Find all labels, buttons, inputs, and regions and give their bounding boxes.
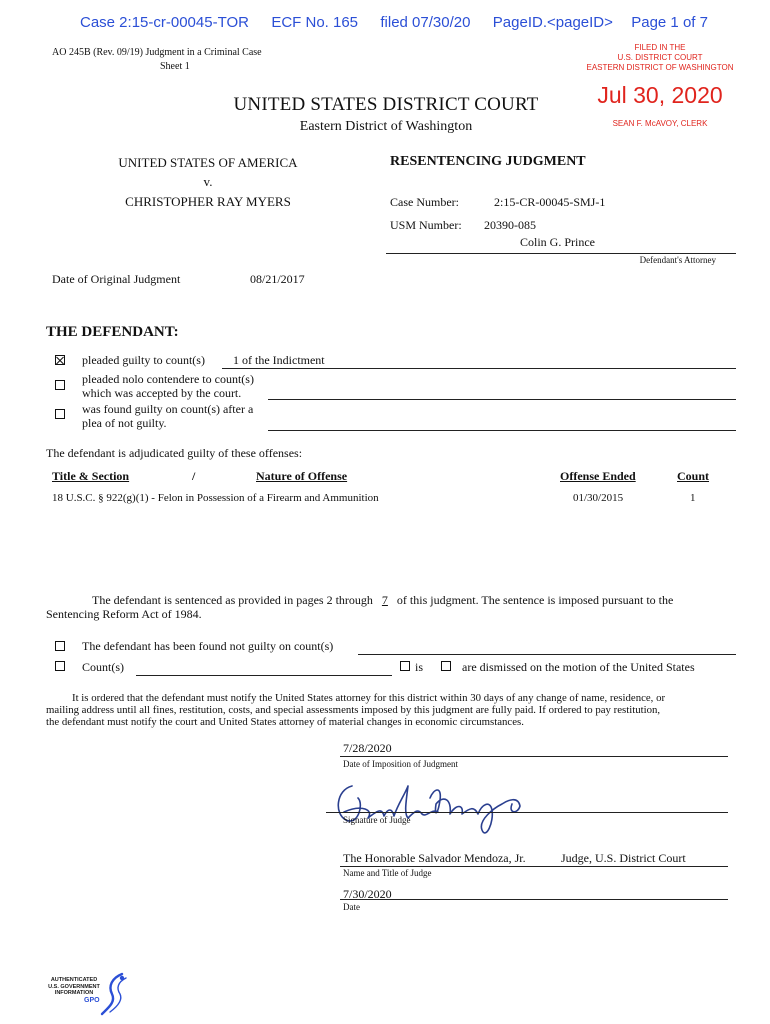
plaintiff-name: UNITED STATES OF AMERICA	[118, 155, 298, 170]
checkbox-empty-icon	[55, 641, 65, 651]
judge-name: The Honorable Salvador Mendoza, Jr.	[343, 851, 526, 865]
filed-stamp	[560, 43, 760, 73]
pageid-header: PageID.<pageID>	[492, 14, 613, 31]
plea-guilty-line	[222, 368, 736, 369]
checkbox-empty-icon	[441, 661, 451, 671]
stamp-line3: EASTERN DISTRICT OF WASHINGTON	[586, 63, 734, 72]
signature-line	[326, 812, 728, 813]
usm-number: 20390-085	[484, 218, 536, 232]
gpo-mark: GPO	[84, 997, 100, 1004]
order-line2: mailing address until all fines, restitution, costs, and special assessments imposed by this judgment are fully paid. If ordered to pay restitution,	[46, 704, 661, 716]
checkbox-empty-icon	[55, 409, 65, 419]
signed-date-line	[340, 899, 728, 900]
plea-nolo-line1: pleaded nolo contendere to count(s)	[82, 372, 254, 386]
sentence-part1: The defendant is sentenced as provided in pages 2 through	[92, 593, 373, 607]
usm-number-label: USM Number:	[390, 218, 462, 232]
name-title-label: Name and Title of Judge	[343, 868, 432, 878]
plea-guilty-value: 1 of the Indictment	[233, 353, 325, 367]
are-dismissed-text: are dismissed on the motion of the United States	[462, 660, 695, 674]
orig-judgment-date: 08/21/2017	[250, 272, 305, 286]
court-district: Eastern District of Washington	[299, 119, 473, 134]
judge-name-line	[340, 866, 728, 867]
col-count: Count	[677, 469, 710, 483]
signature-label: Signature of Judge	[343, 815, 411, 825]
sentence-pages: 7	[381, 593, 388, 607]
attorney-label: Defendant's Attorney	[639, 255, 716, 265]
plea-found-line2: plea of not guilty.	[82, 416, 167, 430]
gpo-line1: AUTHENTICATED	[50, 977, 98, 983]
orig-judgment-label: Date of Original Judgment	[52, 272, 181, 286]
imposition-date: 7/28/2020	[343, 741, 392, 755]
judgment-title: RESENTENCING JUDGMENT	[390, 154, 586, 169]
defendant-heading: THE DEFENDANT:	[46, 324, 179, 340]
not-guilty-line	[358, 654, 736, 655]
page-count-header: Page 1 of 7	[631, 14, 708, 31]
plea-guilty-label: pleaded guilty to count(s)	[82, 353, 205, 367]
stamp-line1: FILED IN THE	[634, 43, 686, 52]
imposition-line	[340, 756, 728, 757]
form-id-line1: AO 245B (Rev. 09/19) Judgment in a Criminal Case	[52, 47, 262, 58]
counts-line	[136, 675, 392, 676]
versus: v.	[203, 174, 213, 189]
offense-ended: 01/30/2015	[573, 492, 624, 504]
order-line1: It is ordered that the defendant must notify the United States attorney for this district within 30 days of any change of name, residence, or	[72, 692, 666, 704]
plea-nolo-line	[268, 399, 736, 400]
case-number: 2:15-CR-00045-SMJ-1	[494, 195, 606, 209]
filed-header: filed 07/30/20	[380, 14, 471, 31]
adjudicated-text: The defendant is adjudicated guilty of these offenses:	[46, 446, 303, 460]
judge-signature	[322, 774, 552, 844]
col-title-section: Title & Section	[52, 469, 130, 483]
is-label: is	[415, 660, 424, 674]
stamp-date: Jul 30, 2020	[597, 82, 723, 108]
date-label: Date	[343, 902, 360, 912]
gpo-line3: INFORMATION	[54, 990, 94, 996]
col-slash: /	[192, 469, 196, 483]
form-id-line2: Sheet 1	[160, 61, 190, 72]
checkbox-empty-icon	[55, 661, 65, 671]
judge-title: Judge, U.S. District Court	[561, 851, 686, 865]
order-line3: the defendant must notify the court and United States attorney of material changes in economic circumstances.	[46, 716, 524, 728]
gpo-seal-text	[44, 977, 104, 997]
gpo-line2: U.S. GOVERNMENT	[48, 983, 100, 990]
sentence-part2: of this judgment. The sentence is imposed pursuant to the	[396, 593, 674, 607]
gpo-eagle-icon	[98, 972, 130, 1016]
filing-header	[80, 14, 708, 31]
sentence-line1	[92, 593, 673, 608]
ecf-header: ECF No. 165	[271, 14, 359, 31]
stamp-clerk: SEAN F. McAVOY, CLERK	[612, 119, 708, 128]
checkbox-empty-icon	[55, 380, 65, 390]
checkbox-empty-icon	[400, 661, 410, 671]
defendant-name: CHRISTOPHER RAY MYERS	[125, 194, 291, 209]
stamp-line2: U.S. DISTRICT COURT	[617, 53, 703, 62]
signed-date: 7/30/2020	[343, 887, 392, 901]
not-guilty-text: The defendant has been found not guilty on count(s)	[82, 639, 334, 653]
court-name: UNITED STATES DISTRICT COURT	[233, 94, 539, 115]
sentence-line2: Sentencing Reform Act of 1984.	[46, 607, 202, 621]
checkbox-checked-icon	[55, 355, 65, 365]
offense-title: 18 U.S.C. § 922(g)(1) - Felon in Possession of a Firearm and Ammunition	[52, 492, 379, 504]
case-number-label: Case Number:	[390, 195, 459, 209]
col-offense-ended: Offense Ended	[560, 469, 636, 483]
offense-count: 1	[690, 492, 696, 504]
plea-found-line	[268, 430, 736, 431]
attorney-name: Colin G. Prince	[520, 235, 595, 249]
attorney-line	[386, 253, 736, 254]
counts-label: Count(s)	[82, 660, 124, 674]
imposition-label: Date of Imposition of Judgment	[343, 759, 458, 769]
plea-nolo-line2: which was accepted by the court.	[82, 386, 242, 400]
col-nature: Nature of Offense	[256, 469, 348, 483]
case-header: Case 2:15-cr-00045-TOR	[80, 14, 249, 31]
order-paragraph	[46, 692, 736, 728]
plea-found-line1: was found guilty on count(s) after a	[82, 402, 254, 416]
